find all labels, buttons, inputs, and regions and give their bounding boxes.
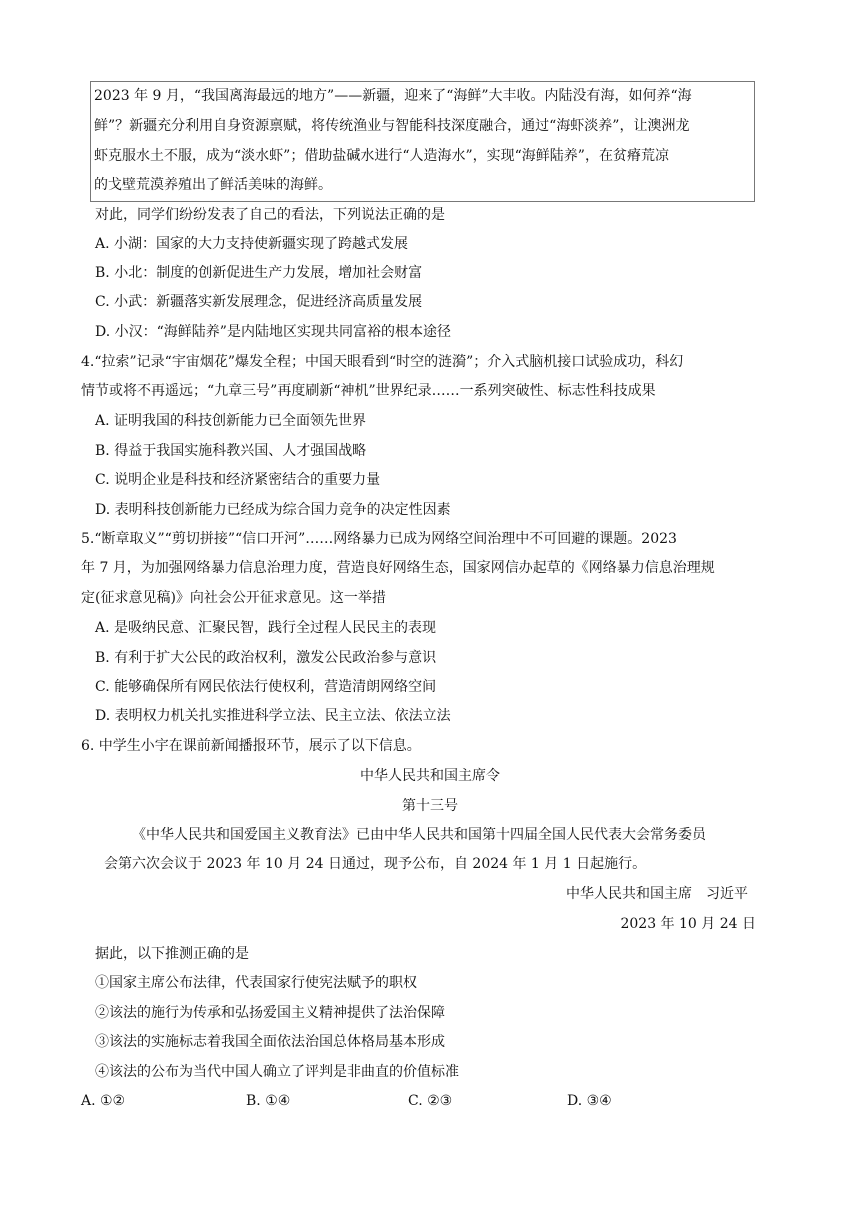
q3-option-a: A. 小湖：国家的大力支持使新疆实现了跨越式发展	[95, 236, 409, 252]
order-body: 《中华人民共和国爱国主义教育法》已由中华人民共和国第十四届全国人民代表大会常务委员	[132, 827, 706, 843]
q4-stem: 4.“拉索”记录“宇宙烟花”爆发全程；中国天眼看到“时空的涟漪”；介入式脑机接口试验成功，科幻	[81, 354, 684, 370]
q5-option-c: C. 能够确保所有网民依法行使权利，营造清朗网络空间	[95, 679, 437, 695]
q3-option-d: D. 小汉：“海鲜陆养”是内陆地区实现共同富裕的根本途径	[95, 324, 451, 340]
q6-statement-1: ①国家主席公布法律，代表国家行使宪法赋予的职权	[95, 975, 417, 991]
q3-option-c: C. 小武：新疆落实新发展理念，促进经济高质量发展	[95, 294, 423, 310]
q5-stem: 年 7 月，为加强网络暴力信息治理力度，营造良好网络生态，国家网信办起草的《网络暴力信息治理规	[81, 560, 715, 576]
q6-choice-a: A. ①②	[81, 1093, 126, 1109]
q5-option-b: B. 有利于扩大公民的政治权利，激发公民政治参与意识	[95, 650, 437, 666]
q6-choice-b: B. ①④	[246, 1093, 291, 1109]
material-line: 虾克服水土不服，成为“淡水虾”；借助盐碱水进行“人造海水”，实现“海鲜陆养”，在贫瘠荒凉	[94, 148, 669, 164]
q5-stem: 5.“断章取义”“剪切拼接”“信口开河”……网络暴力已成为网络空间治理中不可回避的课题。2023	[81, 531, 677, 547]
order-body: 会第六次会议于 2023 年 10 月 24 日通过，现予公布，自 2024 年 1 月 1 日起施行。	[104, 856, 647, 872]
q5-option-d: D. 表明权力机关扎实推进科学立法、民主立法、依法立法	[95, 708, 451, 724]
q6-choice-c: C. ②③	[408, 1093, 453, 1109]
q6-statement-3: ③该法的实施标志着我国全面依法治国总体格局基本形成	[95, 1034, 445, 1050]
q6-statement-4: ④该法的公布为当代中国人确立了评判是非曲直的价值标准	[95, 1064, 459, 1080]
order-date: 2023 年 10 月 24 日	[620, 916, 756, 932]
material-line: 2023 年 9 月，“我国离海最远的地方”——新疆，迎来了“海鲜”大丰收。内陆没有海，如何养“海	[94, 88, 692, 104]
q4-option-d: D. 表明科技创新能力已经成为综合国力竞争的决定性因素	[95, 502, 451, 518]
material-line: 鲜”？新疆充分利用自身资源禀赋，将传统渔业与智能科技深度融合，通过“海虾淡养”，让澳洲龙	[94, 118, 690, 134]
q4-option-c: C. 说明企业是科技和经济紧密结合的重要力量	[95, 472, 381, 488]
q4-option-a: A. 证明我国的科技创新能力已全面领先世界	[95, 413, 367, 429]
order-number: 第十三号	[402, 798, 458, 814]
q6-statement-2: ②该法的施行为传承和弘扬爱国主义精神提供了法治保障	[95, 1005, 445, 1021]
q6-choice-d: D. ③④	[567, 1093, 612, 1109]
q6-prompt: 据此，以下推测正确的是	[95, 946, 249, 962]
q5-option-a: A. 是吸纳民意、汇聚民智，践行全过程人民民主的表现	[95, 620, 437, 636]
order-title: 中华人民共和国主席令	[360, 768, 500, 784]
order-signer: 中华人民共和国主席 习近平	[566, 886, 748, 902]
q4-stem: 情节或将不再遥远；“九章三号”再度刷新“神机”世界纪录……一系列突破性、标志性科技成果	[81, 383, 656, 399]
q4-option-b: B. 得益于我国实施科教兴国、人才强国战略	[95, 443, 367, 459]
material-line: 的戈壁荒漠养殖出了鲜活美味的海鲜。	[94, 177, 332, 193]
q6-stem: 6. 中学生小宇在课前新闻播报环节，展示了以下信息。	[81, 738, 421, 754]
q3-stem: 对此，同学们纷纷发表了自己的看法，下列说法正确的是	[95, 207, 445, 223]
material-box	[90, 81, 755, 202]
q3-option-b: B. 小北：制度的创新促进生产力发展，增加社会财富	[95, 265, 423, 281]
q5-stem: 定(征求意见稿)》向社会公开征求意见。这一举措	[81, 590, 386, 606]
